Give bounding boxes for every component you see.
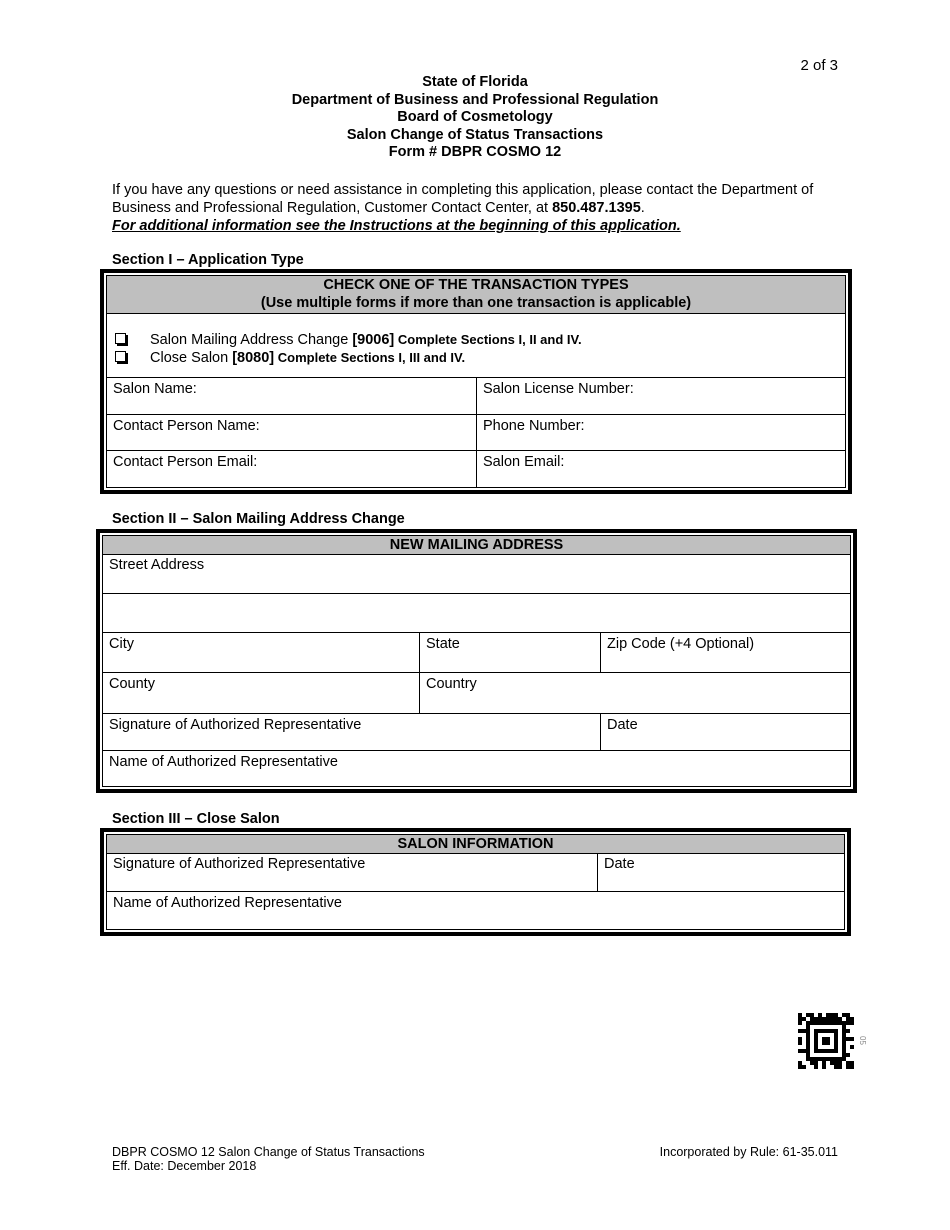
- representative-name-field[interactable]: Name of Authorized Representative: [109, 754, 338, 770]
- section-2-box: [96, 529, 857, 793]
- section-3-title: Section III – Close Salon: [112, 811, 280, 827]
- checkbox-icon[interactable]: [115, 333, 126, 344]
- footer-effective-date: Eff. Date: December 2018: [112, 1159, 257, 1173]
- footer-rule: Incorporated by Rule: 61-35.011: [659, 1145, 838, 1159]
- section-1-box: [100, 269, 852, 494]
- contact-person-email-field[interactable]: Contact Person Email:: [113, 454, 258, 470]
- option-mailing-address-change[interactable]: Salon Mailing Address Change [9006] Complete Sections I, II and IV.: [115, 332, 582, 348]
- footer-form-title: DBPR COSMO 12 Salon Change of Status Transactions: [112, 1145, 425, 1159]
- additional-info-note: For additional information see the Instructions at the beginning of this application.: [112, 218, 681, 234]
- salon-email-field[interactable]: Salon Email:: [483, 454, 565, 470]
- salon-name-field[interactable]: Salon Name:: [113, 381, 197, 397]
- intro-text: If you have any questions or need assistance in completing this application, please contact the Department of Business and Professional Regulation, Customer Contact Center, at: [112, 182, 814, 216]
- form-header: [0, 74, 950, 162]
- street-address-field[interactable]: Street Address: [109, 557, 205, 573]
- header-board: Board of Cosmetology: [397, 109, 553, 125]
- close-date-field[interactable]: Date: [604, 856, 635, 872]
- city-field[interactable]: City: [109, 636, 134, 652]
- section-2-title: Section II – Salon Mailing Address Change: [112, 511, 405, 527]
- country-field[interactable]: Country: [426, 676, 477, 692]
- county-field[interactable]: County: [109, 676, 155, 692]
- salon-license-number-field[interactable]: Salon License Number:: [483, 381, 634, 397]
- page-number: 2 of 3: [800, 57, 838, 74]
- zip-code-field[interactable]: Zip Code (+4 Optional): [607, 636, 755, 652]
- phone-number-field[interactable]: Phone Number:: [483, 418, 585, 434]
- header-form-title: Salon Change of Status Transactions: [346, 126, 604, 143]
- section-3-header-bar: SALON INFORMATION: [107, 835, 844, 854]
- qr-code-icon: [798, 1012, 854, 1070]
- section-1-header-bar: CHECK ONE OF THE TRANSACTION TYPES (Use multiple forms if more than one transaction is applicable): [107, 276, 845, 314]
- contact-phone: 850.487.1395: [552, 200, 641, 216]
- section-1-title: Section I – Application Type: [112, 252, 304, 268]
- checkbox-icon[interactable]: [115, 351, 126, 362]
- state-field[interactable]: State: [426, 636, 460, 652]
- section-3-box: [100, 828, 851, 936]
- contact-person-name-field[interactable]: Contact Person Name:: [113, 418, 260, 434]
- header-department: Department of Business and Professional Regulation: [291, 91, 659, 108]
- header-state: State of Florida: [422, 74, 528, 90]
- qr-side-number: 05: [857, 1036, 867, 1045]
- footer-left: [112, 1145, 425, 1173]
- signature-field[interactable]: Signature of Authorized Representative: [109, 717, 362, 733]
- header-form-number: Form # DBPR COSMO 12: [388, 144, 562, 160]
- close-representative-name-field[interactable]: Name of Authorized Representative: [113, 895, 342, 911]
- intro-paragraph: If you have any questions or need assistance in completing this application, please contact the Department of Business and Professional Regulation, Customer Contact Center, at 850.487.1395. For additional information see the Instructions at the beginning of this application.: [112, 182, 814, 234]
- close-signature-field[interactable]: Signature of Authorized Representative: [113, 856, 366, 872]
- date-field[interactable]: Date: [607, 717, 638, 733]
- option-close-salon[interactable]: Close Salon [8080] Complete Sections I, III and IV.: [115, 350, 465, 366]
- street-address-line-2-field[interactable]: [103, 593, 850, 632]
- section-2-header-bar: NEW MAILING ADDRESS: [103, 536, 850, 555]
